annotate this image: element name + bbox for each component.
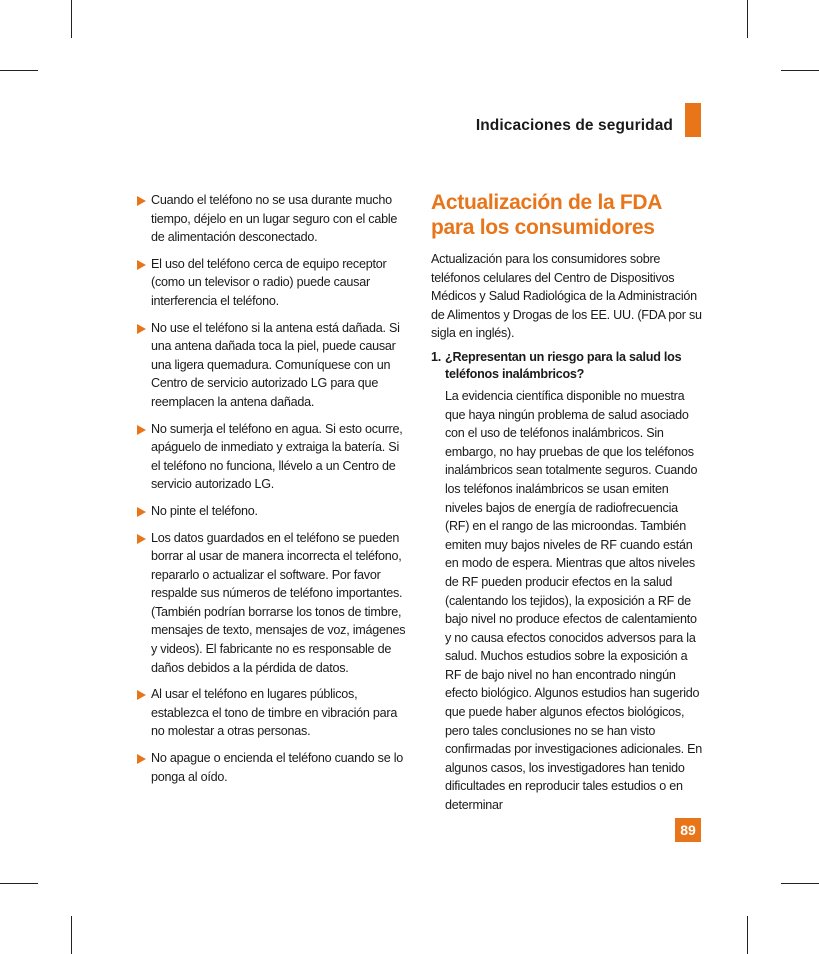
- list-item: No apague o encienda el teléfono cuando se lo ponga al oído.: [137, 749, 409, 786]
- crop-mark: [71, 916, 72, 954]
- question-title: [431, 349, 704, 383]
- list-item: No pinte el teléfono.: [137, 502, 409, 521]
- page-header-title: Indicaciones de seguridad: [475, 117, 673, 134]
- crop-mark: [0, 883, 38, 884]
- list-item: El uso del teléfono cerca de equipo receptor (como un televisor o radio) puede causar interferencia el teléfono.: [137, 255, 409, 311]
- triangle-bullet-icon: [137, 507, 146, 517]
- triangle-bullet-icon: [137, 324, 146, 334]
- triangle-bullet-icon: [137, 690, 146, 700]
- crop-mark: [781, 70, 819, 71]
- triangle-bullet-icon: [137, 196, 146, 206]
- triangle-bullet-icon: [137, 260, 146, 270]
- question-body: La evidencia científica disponible no muestra que haya ningún problema de salud asociado con el uso de teléfonos inalámbricos. Sin embargo, no hay pruebas de que los teléfonos inalámbricos sean totalmente seguros. Cuando los teléfonos inalámbricos se usan emiten niveles bajos de energía de radiofrecuencia (RF) en el rango de las microondas. También emiten muy bajos niveles de RF cuando están en modo de espera. Mientras que altos niveles de RF pueden producir efectos en la salud (calentando los tejidos), la exposición a RF de bajo nivel no produce efectos de calentamiento y no causa efectos conocidos adversos para la salud. Muchos estudios sobre la exposición a RF de bajo nivel no han encontrado ningún efecto biológico. Algunos estudios han sugerido que puede haber algunos efectos biológicos, pero tales conclusiones no se han visto confirmadas por investigaciones adicionales. En algunos casos, los investigadores han tenido dificultades en reproducir tales estudios o en determinar: [445, 388, 703, 813]
- section-intro: Actualización para los consumidores sobre teléfonos celulares del Centro de Dispositivos Médicos y Salud Radiológica de la Administración de Alimentos y Drogas de los EE. UU. (FDA por su sigla en inglés).: [431, 252, 702, 341]
- triangle-bullet-icon: [137, 754, 146, 764]
- page-number: 89: [675, 818, 701, 842]
- question-number: 1.: [431, 349, 442, 364]
- list-item: Cuando el teléfono no se usa durante mucho tiempo, déjelo en un lugar seguro con el cable de alimentación desconectado.: [137, 191, 409, 247]
- list-item: Al usar el teléfono en lugares públicos, establezca el tono de timbre en vibración para no molestar a otras personas.: [137, 685, 409, 741]
- section-heading: Actualización de la FDA para los consumidores: [431, 191, 662, 239]
- section-tab-marker: [685, 103, 701, 137]
- list-item: No use el teléfono si la antena está dañada. Si una antena dañada toca la piel, puede causar una ligera quemadura. Comuníquese con un Centro de servicio autorizado LG para que reemplacen la antena dañada.: [137, 319, 409, 412]
- list-item: Los datos guardados en el teléfono se pueden borrar al usar de manera incorrecta el teléfono, repararlo o actualizar el software. Por favor respalde sus números de teléfono importantes. (También podrían borrarse los tonos de timbre, mensajes de texto, mensajes de voz, imágenes y videos). El fabricante no es responsable de daños debidos a la pérdida de datos.: [137, 529, 409, 678]
- fda-section: [431, 190, 704, 815]
- triangle-bullet-icon: [137, 425, 146, 435]
- crop-mark: [0, 70, 38, 71]
- safety-bullet-list: [137, 191, 409, 794]
- list-item: No sumerja el teléfono en agua. Si esto ocurre, apáguelo de inmediato y extraiga la batería. Si el teléfono no funciona, llévelo a un Centro de servicio autorizado LG.: [137, 420, 409, 494]
- crop-mark: [747, 0, 748, 38]
- triangle-bullet-icon: [137, 534, 146, 544]
- question-text: ¿Representan un riesgo para la salud los teléfonos inalámbricos?: [445, 349, 682, 381]
- crop-mark: [747, 916, 748, 954]
- crop-mark: [781, 883, 819, 884]
- crop-mark: [71, 0, 72, 38]
